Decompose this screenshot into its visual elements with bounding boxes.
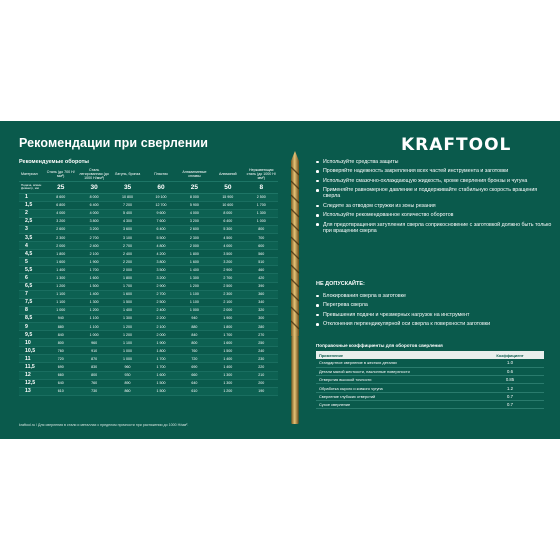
rpm-value: 930 [111,371,144,379]
rpm-row [19,258,278,266]
rpm-value: 840 [178,331,211,339]
rpm-value: 280 [245,323,278,331]
drill-tip [291,151,299,161]
rpm-diameter: 5,5 [19,266,44,274]
rpm-value: 2 700 [77,233,110,241]
rpm-value: 1 200 [211,387,244,395]
rpm-value: 1 800 [211,323,244,331]
rpm-value: 4 200 [144,250,177,258]
rpm-row [19,306,278,314]
rpm-value: 340 [245,298,278,306]
rpm-value: 870 [77,355,110,363]
rpm-row [19,193,278,201]
rpm-value: 1 500 [111,298,144,306]
rpm-value: 1 700 [77,266,110,274]
rpm-value: 460 [245,266,278,274]
rpm-value: 2 600 [178,225,211,233]
rpm-diameter: 2 [19,209,44,217]
rpm-value: 1 100 [111,339,144,347]
rpm-value: 1 000 [178,306,211,314]
rpm-value: 690 [44,363,77,371]
rpm-value: 730 [77,387,110,395]
rpm-value: 1 700 [211,331,244,339]
rpm-value: 1 600 [44,258,77,266]
coefficients-row [316,376,544,384]
coefficients-row [316,384,544,392]
dont-item: Блокирования сверла в заготовке [316,293,552,299]
rpm-value: 3 100 [111,233,144,241]
rpm-row [19,217,278,225]
rpm-value: 6 400 [144,225,177,233]
rpm-value: 2 400 [111,250,144,258]
coefficients-header-row [316,351,544,359]
rpm-corner-speed-label: Подача, м/мин [21,182,42,187]
coefficient-use: Сухое сверление [316,400,476,408]
rpm-value: 19 100 [144,193,177,201]
rpm-value: 910 [77,347,110,355]
drilling-recommendations-card [0,121,560,439]
rpm-speed-value: 8 [245,181,278,193]
rpm-value: 510 [245,258,278,266]
rpm-value: 600 [245,242,278,250]
rpm-row [19,201,278,209]
rpm-value: 7 600 [144,217,177,225]
rpm-value: 1 100 [77,314,110,322]
rpm-value: 1 100 [178,290,211,298]
rpm-value: 5 400 [111,209,144,217]
dont-item: Превышения подачи и чрезмерных нагрузок на инструмент [316,312,552,318]
rpm-row [19,242,278,250]
tip-item: Для предотвращения затупления сверла соприкосновение с заготовкой должно быть только при вращении сверла [316,222,552,235]
rpm-value: 720 [178,355,211,363]
rpm-value: 1 300 [245,209,278,217]
rpm-value: 4 300 [111,217,144,225]
rpm-value: 800 [44,339,77,347]
rpm-value: 830 [77,363,110,371]
rpm-diameter: 10,5 [19,347,44,355]
rpm-table [19,168,278,396]
rpm-value: 1 900 [144,339,177,347]
rpm-row [19,339,278,347]
rpm-value: 3 200 [77,225,110,233]
rpm-value: 8 600 [44,193,77,201]
rpm-value: 940 [44,314,77,322]
rpm-value: 1 400 [77,290,110,298]
rpm-row [19,290,278,298]
rpm-diameter: 4,5 [19,250,44,258]
drill-shank [291,336,298,424]
rpm-row [19,355,278,363]
rpm-speed-value: 50 [211,181,244,193]
rpm-diameter: 4 [19,242,44,250]
rpm-value: 5 500 [144,233,177,241]
rpm-value: 2 600 [44,225,77,233]
coefficient-value: 0.7 [476,392,544,400]
rpm-value: 1 100 [77,323,110,331]
rpm-value: 3 800 [144,258,177,266]
rpm-row [19,266,278,274]
rpm-value: 6 800 [44,201,77,209]
rpm-value: 860 [111,387,144,395]
rpm-value: 660 [44,371,77,379]
coefficient-value: 0.85 [476,376,544,384]
rpm-corner-material: Материал [19,168,44,181]
rpm-value: 10 600 [211,201,244,209]
rpm-row [19,250,278,258]
rpm-value: 800 [245,225,278,233]
rpm-value: 4 000 [211,242,244,250]
rpm-diameter: 7,5 [19,298,44,306]
rpm-material-header: Нержавеющая сталь (до 1000 Н/мм²) [245,168,278,181]
rpm-value: 1 400 [111,306,144,314]
rpm-value: 2 100 [144,323,177,331]
rpm-value: 12 700 [144,201,177,209]
rpm-row [19,274,278,282]
rpm-diameter: 1 [19,193,44,201]
rpm-value: 4 000 [44,209,77,217]
dont-list [316,293,552,331]
coefficient-value: 0.6 [476,367,544,375]
rpm-value: 1 000 [111,355,144,363]
rpm-value: 1 300 [111,314,144,322]
rpm-value: 1 200 [111,331,144,339]
rpm-diameter: 9,5 [19,331,44,339]
rpm-row [19,371,278,379]
rpm-value: 5 900 [178,201,211,209]
rpm-value: 1 600 [77,274,110,282]
rpm-value: 15 900 [211,193,244,201]
rpm-row [19,282,278,290]
rpm-value: 2 100 [211,298,244,306]
rpm-value: 210 [245,371,278,379]
rpm-value: 3 200 [44,217,77,225]
rpm-diameter: 7 [19,290,44,298]
rpm-value: 320 [245,306,278,314]
rpm-row [19,233,278,241]
rpm-value: 3 200 [144,274,177,282]
footnote: kraftool.ru / Для сверления в стали и металлах с пределом прочности при растяжении до 1000 Н/мм². [19,423,189,427]
rpm-value: 1 400 [211,363,244,371]
rpm-material-header: Алюминий [211,168,244,181]
rpm-value: 720 [44,355,77,363]
rpm-diameter: 11 [19,355,44,363]
dont-section-title: НЕ ДОПУСКАЙТЕ: [316,281,365,287]
rpm-value: 4 800 [144,242,177,250]
rpm-value: 610 [178,387,211,395]
rpm-value: 1 300 [44,274,77,282]
rpm-row [19,298,278,306]
tip-item: Используйте смазочно-охлаждающую жидкость, кроме сверления бронзы и чугуна [316,178,552,184]
rpm-value: 1 600 [211,339,244,347]
coefficients-header-value: Коэффициент [476,351,544,359]
rpm-section-title: Рекомендуемые обороты [19,159,89,165]
rpm-value: 960 [77,339,110,347]
rpm-value: 3 600 [111,225,144,233]
rpm-diameter: 1,5 [19,201,44,209]
rpm-value: 610 [44,387,77,395]
rpm-speed-row [19,181,278,193]
rpm-row [19,323,278,331]
rpm-value: 190 [245,387,278,395]
rpm-value: 4 500 [211,233,244,241]
rpm-value: 690 [178,363,211,371]
rpm-value: 1 700 [245,201,278,209]
coefficients-header-use: Применение [316,351,476,359]
rpm-value: 2 500 [211,282,244,290]
rpm-row [19,331,278,339]
rpm-value: 1 700 [144,355,177,363]
rpm-diameter: 8 [19,306,44,314]
rpm-value: 1 400 [211,355,244,363]
coefficients-row [316,367,544,375]
rpm-value: 250 [245,339,278,347]
tip-item: Используйте рекомендованное количество оборотов [316,212,552,218]
rpm-value: 1 800 [144,347,177,355]
rpm-value: 2 200 [111,258,144,266]
rpm-value: 2 400 [77,242,110,250]
rpm-value: 800 [178,339,211,347]
coefficient-use: Отверстия высокой точности [316,376,476,384]
rpm-value: 1 800 [178,250,211,258]
tip-item: Применяйте равномерное давление и поддерживайте стабильную скорость вращения сверла [316,187,552,200]
coefficients-row [316,392,544,400]
coefficient-value: 1.2 [476,384,544,392]
rpm-material-header: Сталь легированная (до 1000 Н/мм²) [79,168,109,181]
rpm-diameter: 12 [19,371,44,379]
rpm-value: 1 200 [178,282,211,290]
rpm-speed-value: 35 [111,181,144,193]
rpm-value: 7 200 [111,201,144,209]
rpm-value: 6 400 [77,201,110,209]
rpm-material-header: Сталь (до 700 Н/мм²) [44,168,77,181]
rpm-value: 2 500 [144,298,177,306]
coefficients-row [316,400,544,408]
rpm-value: 1 100 [44,298,77,306]
rpm-value: 420 [245,274,278,282]
rpm-value: 2 700 [144,290,177,298]
rpm-value: 2 400 [144,306,177,314]
rpm-value: 390 [245,282,278,290]
rpm-value: 2 100 [77,250,110,258]
rpm-value: 1 200 [111,323,144,331]
rpm-value: 1 600 [178,258,211,266]
rpm-value: 2 000 [144,331,177,339]
rpm-value: 1 500 [144,387,177,395]
rpm-diameter: 12,5 [19,379,44,387]
rpm-value: 8 000 [178,193,211,201]
rpm-corner-speed [19,181,44,193]
rpm-value: 760 [44,347,77,355]
dont-item: Перегрева сверла [316,302,552,308]
rpm-value: 1 500 [144,379,177,387]
rpm-value: 1 300 [211,379,244,387]
rpm-value: 1 800 [111,274,144,282]
rpm-row [19,347,278,355]
rpm-value: 2 300 [211,290,244,298]
rpm-value: 1 400 [44,266,77,274]
rpm-value: 1 100 [178,298,211,306]
rpm-value: 2 700 [111,242,144,250]
rpm-row [19,363,278,371]
rpm-value: 6 400 [211,217,244,225]
rpm-speed-value: 30 [77,181,110,193]
rpm-value: 760 [77,379,110,387]
rpm-speed-value: 25 [178,181,211,193]
kraftool-logo: KRAFTOOL [401,135,512,155]
rpm-value: 1 000 [44,306,77,314]
rpm-value: 640 [44,379,77,387]
rpm-value: 2 900 [211,266,244,274]
rpm-value: 8 000 [211,209,244,217]
rpm-value: 2 200 [144,314,177,322]
rpm-value: 200 [245,379,278,387]
rpm-value: 880 [178,323,211,331]
rpm-row [19,314,278,322]
rpm-row [19,379,278,387]
coefficient-use: Сверление глубоких отверстий [316,392,476,400]
rpm-value: 760 [178,347,211,355]
rpm-row [19,225,278,233]
coefficient-use: Стандартное сверление в жестких деталях [316,359,476,367]
rpm-value: 3 200 [211,258,244,266]
rpm-value: 1 300 [211,371,244,379]
tip-item: Используйте средства защиты [316,159,552,165]
rpm-value: 360 [245,290,278,298]
rpm-diameter: 11,5 [19,363,44,371]
rpm-value: 1 700 [111,282,144,290]
rpm-value: 1 200 [77,306,110,314]
rpm-corner-diameter-label: Диаметр, мм [21,186,39,190]
rpm-row [19,387,278,395]
coefficient-value: 1.0 [476,359,544,367]
tips-list [316,159,552,237]
rpm-value: 5 300 [211,225,244,233]
rpm-diameter: 2,5 [19,217,44,225]
rpm-value: 700 [245,233,278,241]
rpm-value: 800 [77,371,110,379]
rpm-value: 1 200 [44,282,77,290]
rpm-value: 960 [111,363,144,371]
rpm-value: 230 [245,355,278,363]
rpm-value: 2 500 [245,193,278,201]
rpm-value: 880 [44,323,77,331]
drill-bit-illustration [285,149,305,429]
rpm-diameter: 9 [19,323,44,331]
rpm-value: 2 900 [144,282,177,290]
rpm-diameter: 3,5 [19,233,44,241]
rpm-value: 2 000 [211,306,244,314]
rpm-diameter: 10 [19,339,44,347]
rpm-value: 2 700 [211,274,244,282]
rpm-value: 1 800 [44,250,77,258]
rpm-value: 10 800 [111,193,144,201]
coefficients-row [316,359,544,367]
coefficients-title: Поправочные коэффициенты для оборотов сверления [316,343,443,348]
rpm-material-header: Латунь, бронза [111,168,144,181]
rpm-value: 1 900 [211,314,244,322]
rpm-value: 1 600 [144,371,177,379]
rpm-material-header-row [19,168,278,181]
coefficients-table [316,351,544,409]
rpm-value: 2 300 [178,233,211,241]
coefficient-use: Детали малой жесткости, наклонные поверхности [316,367,476,375]
rpm-value: 840 [44,331,77,339]
dont-item: Отклонения перпендикулярной оси сверла к поверхности заготовки [316,321,552,327]
rpm-value: 270 [245,331,278,339]
rpm-value: 560 [245,250,278,258]
rpm-value: 8 000 [77,193,110,201]
rpm-value: 240 [245,347,278,355]
rpm-speed-value: 60 [144,181,177,193]
page-title: Рекомендации при сверлении [19,136,209,150]
rpm-row [19,209,278,217]
rpm-value: 1 300 [77,298,110,306]
rpm-diameter: 13 [19,387,44,395]
tip-item: Следите за отводом стружки из зоны резания [316,203,552,209]
rpm-value: 2 000 [178,242,211,250]
rpm-diameter: 3 [19,225,44,233]
rpm-diameter: 6,5 [19,282,44,290]
rpm-value: 2 000 [111,266,144,274]
rpm-value: 1 600 [111,290,144,298]
rpm-value: 1 100 [44,290,77,298]
rpm-value: 1 500 [77,282,110,290]
coefficient-value: 0.7 [476,400,544,408]
rpm-value: 3 500 [211,250,244,258]
rpm-diameter: 6 [19,274,44,282]
rpm-value: 4 000 [178,209,211,217]
rpm-value: 2 300 [44,233,77,241]
rpm-value: 3 800 [77,217,110,225]
rpm-value: 3 500 [144,266,177,274]
rpm-value: 1 500 [211,347,244,355]
rpm-diameter: 8,5 [19,314,44,322]
rpm-value: 890 [111,379,144,387]
rpm-value: 1 000 [245,217,278,225]
rpm-value: 300 [245,314,278,322]
rpm-value: 220 [245,363,278,371]
rpm-value: 2 000 [44,242,77,250]
rpm-value: 660 [178,371,211,379]
rpm-value: 640 [178,379,211,387]
rpm-value: 1 000 [111,347,144,355]
coefficient-use: Обработка сырого и ковкого чугуна [316,384,476,392]
rpm-value: 1 300 [178,274,211,282]
rpm-value: 1 700 [144,363,177,371]
rpm-value: 940 [178,314,211,322]
rpm-value: 9 600 [144,209,177,217]
rpm-table-body [19,193,278,395]
rpm-value: 3 200 [178,217,211,225]
rpm-diameter: 5 [19,258,44,266]
rpm-value: 1 400 [178,266,211,274]
rpm-value: 1 900 [77,258,110,266]
rpm-material-header: Алюминиевые сплавы [178,168,211,181]
rpm-material-header: Пластик [144,168,177,181]
rpm-speed-value: 25 [44,181,77,193]
rpm-value: 1 000 [77,331,110,339]
tip-item: Проверяйте надежность закрепления всех частей инструмента и заготовки [316,168,552,174]
rpm-value: 4 000 [77,209,110,217]
